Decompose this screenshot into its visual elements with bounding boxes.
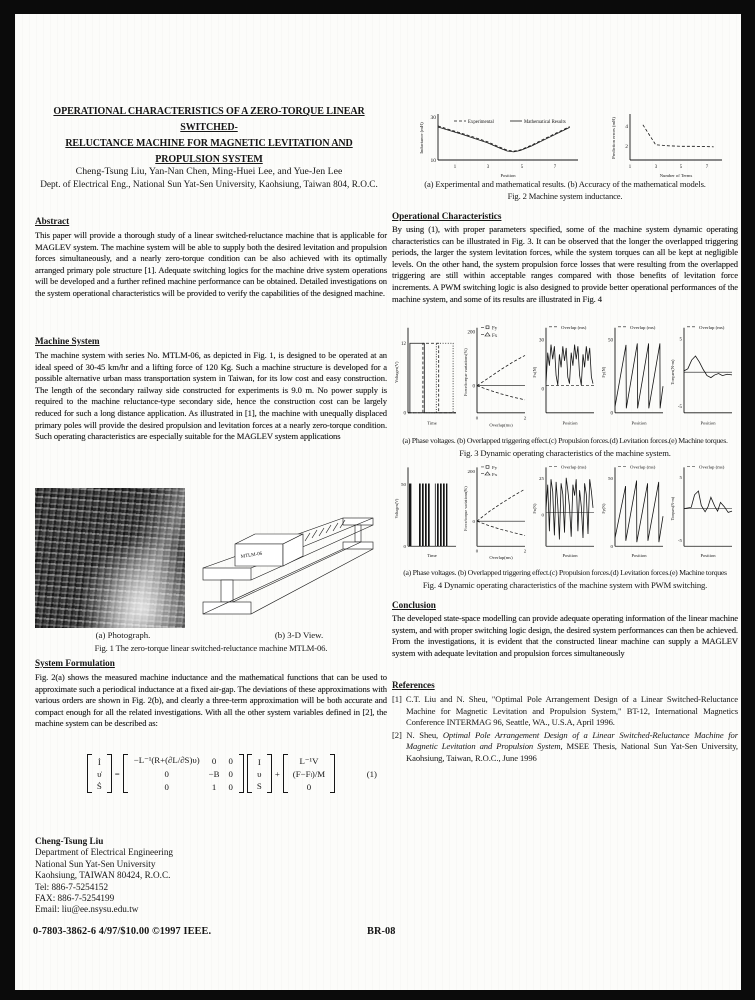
x-tick: 5 [520,165,524,170]
contact-line: Department of Electrical Engineering [35,847,174,858]
x-tick: 2 [523,416,527,422]
fig1-caption-b: (b) 3-D View. [274,630,324,640]
x-axis-label: Position [562,553,578,558]
fig1-subcaptions [35,630,387,640]
y-tick: 30 [539,338,544,344]
system-formulation-heading: System Formulation [35,658,115,668]
legend-fx: Fx [492,473,498,478]
plot-line [546,345,593,386]
plot-line [408,343,456,413]
y-tick: -5 [677,404,682,410]
figure-2 [392,108,738,183]
x-axis-label: Position [700,553,716,558]
y-tick: 5 [679,337,682,343]
y-axis-label: Inductance (mH) [419,122,424,154]
page-title [33,104,385,168]
legend-mathematical: Mathematical Results [524,120,566,125]
plot-line [684,356,732,378]
x-axis-label: Position [562,420,578,426]
x-axis-label: Number of Terms [659,173,693,178]
fig4-caption: Fig. 4 Dynamic operating characteristics of the machine system with PWM switching. [422,580,708,590]
operational-heading: Operational Characteristics [392,211,502,221]
eq-lhs-v: υ̇ [97,768,102,779]
y-axis-label: Torques(N-m) [669,359,676,385]
y-axis-label: Voltages(V) [393,498,400,519]
contact-name: Cheng-Tsung Liu [35,836,104,846]
bracket [247,754,252,793]
plot-line [477,489,525,521]
fig1-caption-a: (a) Photograph. [95,630,151,640]
y-axis-label: Voltages(V) [393,361,400,383]
x-tick: 7 [705,165,709,170]
y-tick: 2 [625,144,628,150]
y-axis-label: Force/torque variations(%) [462,348,469,397]
bracket [239,754,244,793]
y-axis-label: Force/torque variations(%) [462,486,469,531]
x-axis-label: Overlap(ms) [489,555,513,560]
contact-line: Kaohsiung, TAIWAN 80424, R.O.C. [35,870,171,881]
y-tick: 25 [539,477,544,482]
plot-line [477,521,525,535]
plot-line [477,386,525,400]
y-tick: 5 [679,476,682,481]
x-tick: 1 [453,165,457,170]
conclusion-body: The developed state-space modelling can provide adequate operating information of the linear machine system, and with proper switching logic design, the desired system performances can then be achieved. From the investigations, it is evident that the constructed linear machine can supply a MAGLEV system with adequate levitation and propulsion forces simultaneously [392,613,738,658]
y-tick: 50 [401,483,406,489]
y-axis-label: Fx(N) [531,503,538,514]
plus-sign: + [274,768,280,779]
x-tick: 5 [679,165,683,170]
plot-line [408,343,456,413]
paper-page [15,14,741,990]
legend-overlap: Overlap (ms) [561,325,587,331]
eq-lhs-i: İ [97,756,101,767]
x-tick: 1 [628,165,632,170]
fig4-panel-e-chart [668,462,736,566]
fig2-caption-parts: (a) Experimental and mathematical results. (b) Accuracy of the mathematical models. [424,179,706,189]
y-tick: 0 [541,513,544,519]
fig3-panel-a-chart [392,322,460,434]
fig3-panel-b-chart [461,322,529,434]
contact-line: Tel: 886-7-5254152 [35,881,109,892]
y-axis-label: Fy(N) [600,503,607,514]
legend-overlap: Overlap (ms) [630,325,656,331]
x-tick: 0 [475,548,479,554]
x-tick: 0 [475,416,479,422]
contact-line: Email: liu@ee.nsysu.edu.tw [35,904,139,915]
fig4-panel-c-chart [530,462,598,566]
legend-overlap: Overlap (ms) [699,325,725,331]
fig3-panel-e-chart [668,322,736,434]
y-tick: 30 [430,115,436,121]
equation-1: İ υ̇ Ṡ = −L⁻¹(R+(∂L/∂S)υ) 0 0 0 −B 0 0 1 0 I υ S + L⁻¹V (F−Fₗ)/M 0 (1) [35,754,387,793]
pwm-pulse-group [419,484,431,547]
x-tick: 7 [553,165,557,170]
bracket [330,754,335,793]
contact-line: National Sun Yat-Sen University [35,858,156,869]
figure-1 [35,488,387,628]
y-axis-label: Fy(N) [600,366,607,378]
equation-number: (1) [366,768,377,779]
machine-system-body: The machine system with series No. MTLM-06, as depicted in Fig. 1, is designed to be operated at an ideal speed of 30-45 km/hr and a lifting force of 120 Kg. Such a machine structure is developed for a possible alternative urban mass transportation system in Taiwan, for its low cost and easy construction. The length of the secondary railway side constructed for experiments is 9.0 m. No power supply is required to the machine reluctance-type secondary side, hence the construction cost can be largely reduced for such a long distance application. As illustrated in [1], the machine with unequally displaced primary poles will provide the desired propulsion and levitation forces at a nearly zero-torque condition. Such operating characteristics are especially suitable for the MAGLEV system applications [35,350,387,442]
y-tick: -5 [677,538,682,544]
plot-line [477,355,525,385]
bracket [267,754,272,793]
y-tick: 0 [610,411,613,417]
abstract-body: This paper will provide a thorough study of a linear switched-reluctance machine that is applicable for MAGLEV system. The machine system will be able to supply both the desired levitation and propulsion forces simultaneously, and a nearly zero-torque condition can be also achieved with its optimally arranged primary pole structure [1]. Adequate switching logics for the machine drive system operations will be developed and a further refined machine performance can be obtained. Detailed investigations on the system operational characteristics will be provided to verify the capabilities of the designed machine. [35,230,387,298]
fig4-panel-d-chart [599,462,667,566]
y-axis-label: Torques(N-m) [669,496,676,521]
plot-line [408,343,456,413]
plot-line [615,343,663,408]
y-tick: 200 [467,469,475,475]
abstract-heading: Abstract [35,216,70,226]
legend-fx: Fx [492,334,498,339]
plot-line [438,126,570,151]
fig4-panel-a-chart [392,462,460,566]
contact-line: FAX: 886-7-5254199 [35,893,115,904]
y-tick: 0 [472,520,475,525]
y-tick: 12 [401,342,406,348]
fig2b-chart [608,108,730,183]
legend-overlap: Overlap (ms) [630,464,656,470]
fig4-panel-b-chart [461,462,529,566]
plot-line [546,478,593,540]
references-list [392,694,738,766]
fig3-panel-c-chart [530,322,598,434]
x-axis-label: Time [427,420,437,426]
pwm-pulse-group [409,484,411,547]
fig2a-chart [416,108,584,183]
bracket [107,754,112,793]
y-tick: 0 [472,384,475,390]
legend-overlap: Overlap (ms) [561,464,587,470]
references-heading: References [392,680,435,690]
x-tick: 3 [486,165,490,170]
title-line-1: OPERATIONAL CHARACTERISTICS OF A ZERO-TORQUE LINEAR SWITCHED- [53,106,365,133]
fig1-model-label: MTLM-06 [240,551,263,560]
figure-4 [392,462,738,566]
operational-body: By using (1), with proper parameters specified, some of the machine system dynamic operating characteristics can be illustrated in Fig. 3. It can be observed that the longer the overlapped triggering periods, the larger the system levitation forces, while the system torques can all be kept at negligible levels. On the other hand, the system propulsion force losses that were resulting from the overlapped triggering are still within acceptable ranges compared with those benefits of levitation force increments. A PWM switching logic is also designed to provide better operational performances of the machine system, and some of its results are illustrated in Fig. 4 [392,224,738,304]
plot-line [643,125,714,147]
y-tick: 50 [608,477,613,482]
y-tick: 200 [467,330,475,336]
x-axis-label: Position [631,553,647,558]
legend-overlap: Overlap (ms) [699,464,725,470]
legend-fy: Fy [492,326,498,332]
fig3-caption: Fig. 3 Dynamic operating characteristics of the machine system. [459,448,671,458]
y-axis-label: Fx(N) [531,366,538,378]
y-tick: 0 [403,545,406,550]
pwm-pulse-group [435,484,448,547]
plot-line [615,481,663,543]
plot-line [438,127,570,152]
y-tick: 50 [608,338,613,344]
x-axis-label: Position [500,173,516,178]
x-tick: 2 [523,548,527,554]
reference-2: [2] N. Sheu, Optimal Pole Arrangement Design of a Linear Switched-Reluctance Machine for Magnetic Levitation and Propulsion System, MSEE Thesis, National Sun Yat-Sen University, Kaohsiung, Taiwan, R.O.C., June 1996 [392,729,738,763]
bracket [87,754,92,793]
bracket [283,754,288,793]
legend-experimental: Experimental [468,120,494,125]
y-tick: 0 [403,411,406,417]
fig1-3d-view [195,488,387,628]
x-axis-label: Time [427,553,437,558]
affiliation: Dept. of Electrical Eng., National Sun Yat-Sen University, Kaohsiung, Taiwan 804, R.O.C. [40,180,378,190]
footer-page-code: BR-08 [367,926,396,937]
bracket [123,754,128,793]
y-tick: 0 [541,387,544,393]
fig2-caption: Fig. 2 Machine system inductance. [507,191,623,201]
machine-system-heading: Machine System [35,336,100,346]
plot-line [684,491,732,512]
fig3-panel-d-chart [599,322,667,434]
fig4-caption-parts: (a) Phase voltages. (b) Overlapped triggering effect.(c) Propulsion forces.(d) Levitation forces.(e) Machine torques [403,568,727,577]
legend-fy: Fy [492,466,498,472]
x-tick: 3 [654,165,658,170]
conclusion-heading: Conclusion [392,600,436,610]
x-axis-label: Overlap(ms) [489,422,513,428]
x-axis-label: Position [631,420,647,426]
fig3-caption-parts: (a) Phase voltages. (b) Overlapped triggering effect.(c) Propulsion forces.(d) Levitation forces.(e) Machine torques. [402,436,728,445]
y-tick: 10 [430,158,436,164]
y-tick: 0 [610,545,613,550]
contact-block [35,836,387,916]
reference-1: [1] C.T. Liu and N. Sheu, "Optimal Pole Arrangement Design of a Linear Switched-Reluctance Machine for Magnetic Levitation and Propulsion System," BT-12, International Magnetics Conference INTERMAG 96, Seattle, WA., U.S.A, April 1996. [392,694,738,728]
authors: Cheng-Tsung Liu, Yan-Nan Chen, Ming-Huei Lee, and Yue-Jen Lee [75,166,343,177]
system-formulation-body: Fig. 2(a) shows the measured machine inductance and the mathematical functions that can be used to approximate such a periodical inductance at a fixed air-gap. The deviations of these approximations with various orders are shown in Fig. 2(b), and clearly a three-term approximation will be both accurate and compact enough for all the related investigations. With all the other system variables defined in [2], the machine system can be described as: [35,672,387,729]
figure-3 [392,322,738,434]
fig1-caption: Fig. 1 The zero-torque linear switched-reluctance machine MTLM-06. [94,643,328,653]
title-line-2: RELUCTANCE MACHINE FOR MAGNETIC LEVITATION AND PROPULSION SYSTEM [65,138,353,165]
fig1-photograph [35,488,185,628]
y-tick: 4 [625,124,628,130]
y-axis-label: Prediction errors (mH) [611,117,616,159]
equals-sign: = [114,768,120,779]
footer-copyright: 0-7803-3862-6 4/97/$10.00 ©1997 IEEE. [33,926,212,937]
x-axis-label: Position [700,420,716,426]
eq-lhs-s: Ṡ [96,780,102,791]
eq-matrix: −L⁻¹(R+(∂L/∂S)υ) 0 0 0 −B 0 0 1 0 [133,755,233,792]
